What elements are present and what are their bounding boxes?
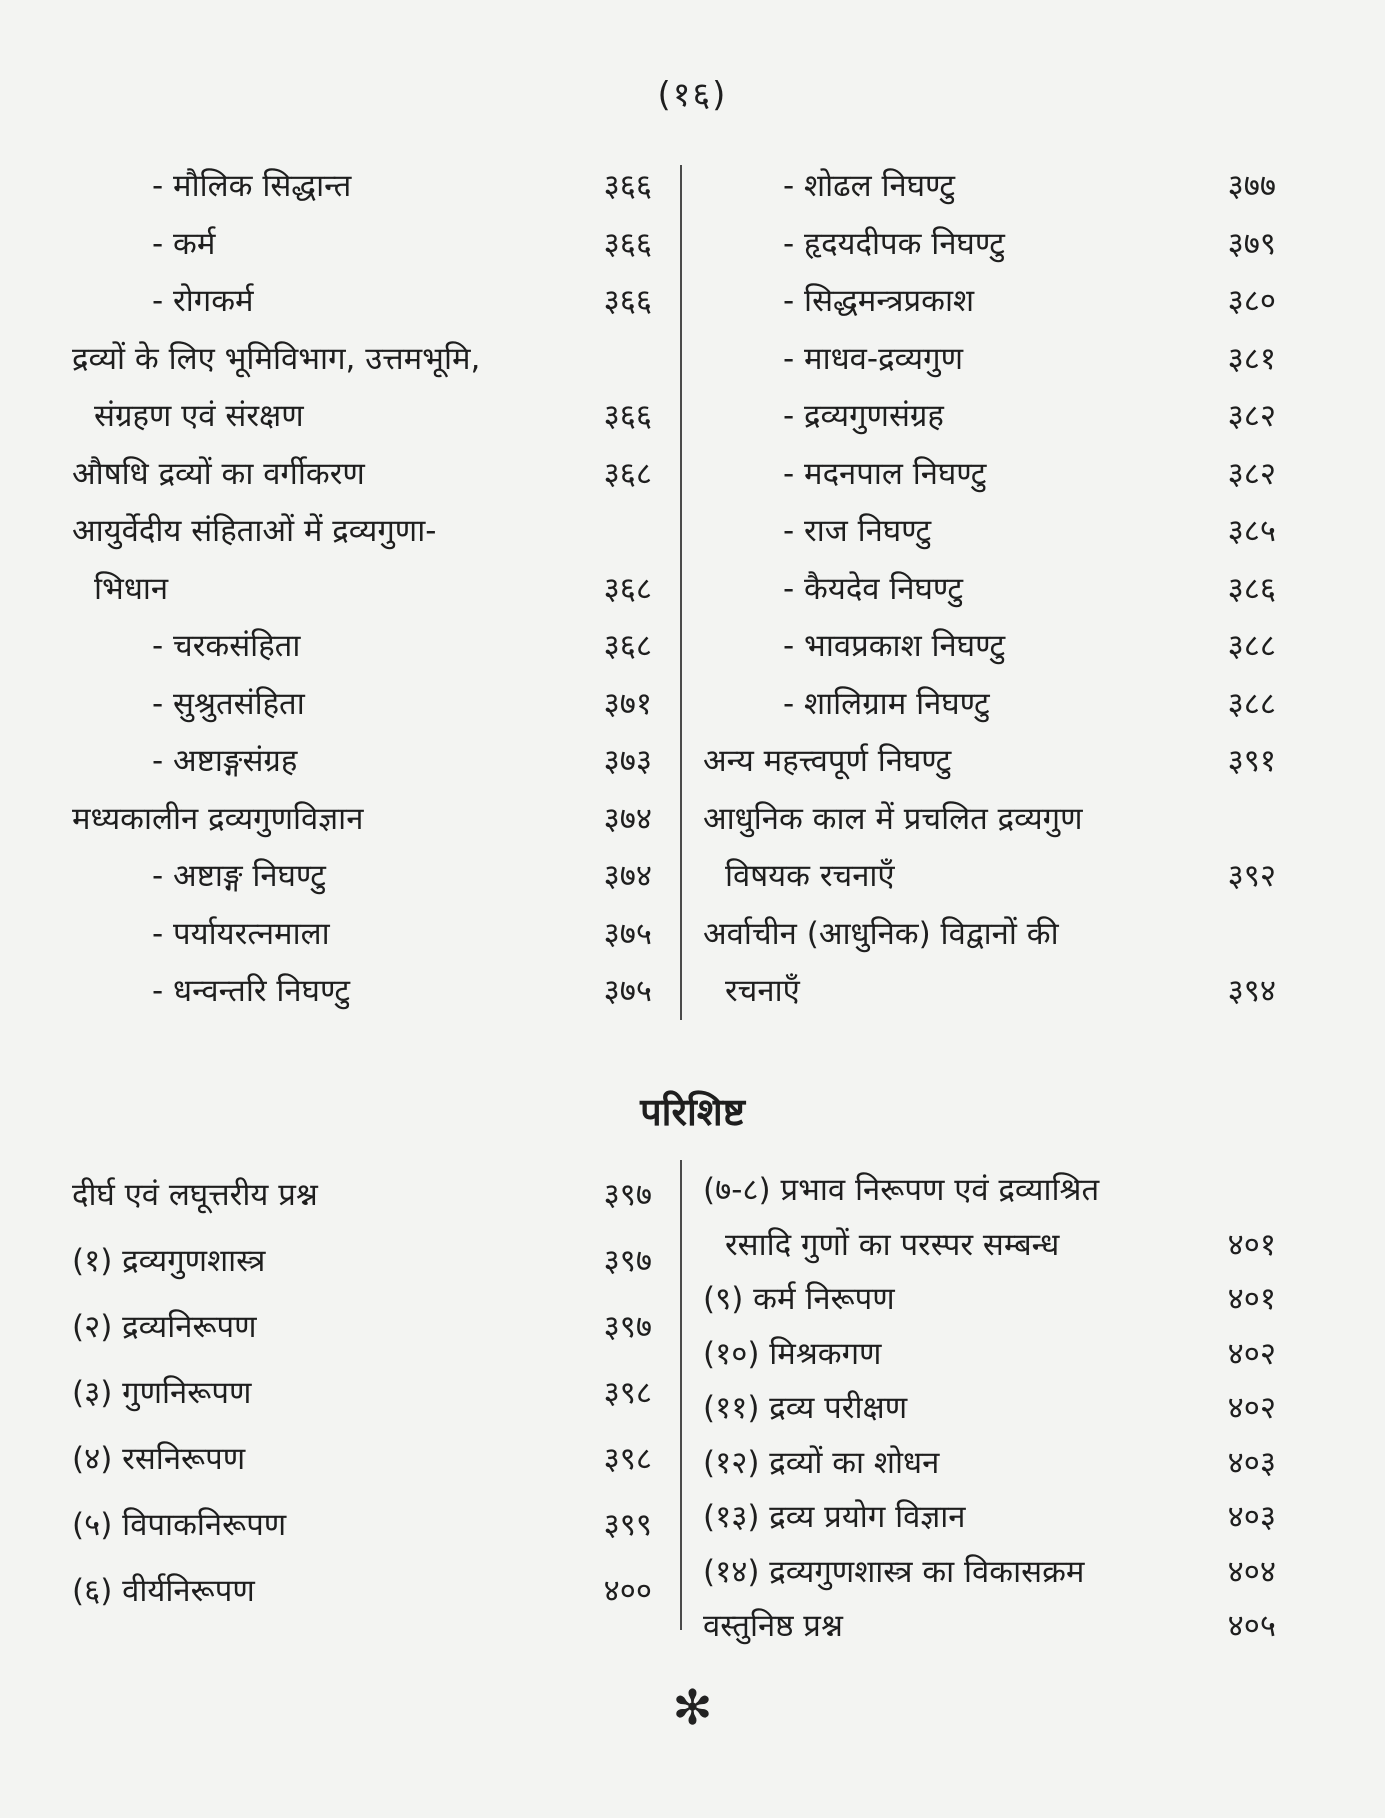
column-divider-lower bbox=[680, 1160, 682, 1630]
toc-entry bbox=[72, 216, 652, 274]
toc-entry-title: (५) विपाकनिरूपण bbox=[72, 1507, 287, 1543]
toc-entry bbox=[703, 1599, 1276, 1654]
toc-entry bbox=[72, 158, 652, 216]
toc-entry bbox=[72, 331, 652, 389]
toc-entry-page: ३८८ bbox=[1227, 685, 1276, 722]
toc-entry-page: ३८० bbox=[1227, 283, 1276, 319]
toc-entry-title: (२) द्रव्यनिरूपण bbox=[72, 1309, 257, 1345]
toc-entry bbox=[72, 906, 652, 964]
toc-entry-page: ३९७ bbox=[603, 1309, 652, 1345]
toc-entry bbox=[72, 1492, 652, 1558]
toc-entry-title: (१४) द्रव्यगुणशास्त्र का विकासक्रम bbox=[703, 1553, 1085, 1590]
toc-entry bbox=[703, 963, 1276, 1021]
toc-upper-left-column bbox=[72, 158, 652, 1021]
toc-entry-page: ३८८ bbox=[1227, 628, 1276, 664]
toc-entry-title: - कर्म bbox=[152, 225, 216, 262]
toc-entry bbox=[72, 388, 652, 446]
toc-entry bbox=[703, 733, 1276, 791]
toc-entry-page: ३६६ bbox=[603, 398, 652, 434]
toc-entry-page: ४०१ bbox=[1227, 1226, 1276, 1263]
toc-entry-title: (११) द्रव्य परीक्षण bbox=[703, 1390, 908, 1426]
toc-entry-title: अर्वाचीन (आधुनिक) विद्वानों की bbox=[703, 915, 1059, 952]
toc-entry-title: (१३) द्रव्य प्रयोग विज्ञान bbox=[703, 1499, 966, 1535]
toc-entry bbox=[703, 503, 1276, 561]
toc-entry-title: - अष्टाङ्गसंग्रह bbox=[152, 743, 298, 779]
toc-appendix-left-column bbox=[72, 1162, 652, 1624]
toc-entry-title: - रोगकर्म bbox=[152, 283, 254, 319]
toc-entry-title: दीर्घ एवं लघूत्तरीय प्रश्न bbox=[72, 1177, 318, 1213]
toc-entry-page: ४०५ bbox=[1227, 1608, 1276, 1644]
toc-entry bbox=[72, 503, 652, 561]
toc-entry-page: ३७५ bbox=[603, 915, 652, 952]
toc-entry-title: (३) गुणनिरूपण bbox=[72, 1375, 252, 1411]
toc-entry bbox=[703, 676, 1276, 734]
toc-entry-title: आयुर्वेदीय संहिताओं में द्रव्यगुणा- bbox=[72, 513, 437, 549]
toc-entry-title: विषयक रचनाएँ bbox=[725, 858, 895, 894]
toc-entry-title: औषधि द्रव्यों का वर्गीकरण bbox=[72, 455, 365, 492]
toc-entry-title: - भावप्रकाश निघण्टु bbox=[783, 628, 1006, 664]
toc-entry-page: ३६८ bbox=[603, 628, 652, 664]
toc-entry bbox=[703, 273, 1276, 331]
toc-entry-title: - अष्टाङ्ग निघण्टु bbox=[152, 858, 326, 894]
toc-entry bbox=[703, 1163, 1276, 1218]
toc-entry bbox=[703, 1218, 1276, 1273]
toc-entry-title: द्रव्यों के लिए भूमिविभाग, उत्तमभूमि, bbox=[72, 340, 481, 377]
toc-entry bbox=[703, 848, 1276, 906]
toc-entry-title: भिधान bbox=[94, 570, 169, 607]
appendix-heading: परिशिष्ट bbox=[640, 1090, 745, 1134]
toc-entry bbox=[72, 791, 652, 849]
toc-entry-page: ३७५ bbox=[603, 973, 652, 1009]
toc-entry-title: - शालिग्राम निघण्टु bbox=[783, 685, 990, 722]
toc-entry bbox=[72, 1162, 652, 1228]
toc-entry bbox=[72, 1558, 652, 1624]
toc-entry-title: - कैयदेव निघण्टु bbox=[783, 570, 963, 607]
toc-entry-page: ३७७ bbox=[1227, 168, 1276, 204]
toc-entry-page: ३६६ bbox=[603, 168, 652, 204]
toc-entry-title: - शोढल निघण्टु bbox=[783, 168, 956, 204]
toc-entry bbox=[703, 216, 1276, 274]
toc-entry-page: ३६८ bbox=[603, 570, 652, 607]
toc-entry bbox=[703, 1436, 1276, 1491]
toc-entry bbox=[703, 906, 1276, 964]
toc-entry-title: मध्यकालीन द्रव्यगुणविज्ञान bbox=[72, 800, 364, 837]
page-number: (१६) bbox=[657, 75, 728, 115]
toc-entry-page: ३९४ bbox=[1227, 973, 1276, 1009]
column-divider-upper bbox=[680, 165, 682, 1020]
toc-entry bbox=[703, 1490, 1276, 1545]
toc-entry-title: (६) वीर्यनिरूपण bbox=[72, 1573, 255, 1609]
toc-entry-title: (९) कर्म निरूपण bbox=[703, 1281, 895, 1317]
toc-entry bbox=[703, 618, 1276, 676]
toc-entry bbox=[703, 561, 1276, 619]
end-ornament: ✻ bbox=[672, 1680, 713, 1736]
toc-entry-title: - धन्वन्तरि निघण्टु bbox=[152, 973, 350, 1009]
toc-entry-page: ३६६ bbox=[603, 283, 652, 319]
toc-entry-page: ३८६ bbox=[1227, 570, 1276, 607]
toc-entry bbox=[72, 561, 652, 619]
toc-entry-title: (१०) मिश्रकगण bbox=[703, 1335, 882, 1372]
toc-entry-page: ३६८ bbox=[603, 455, 652, 492]
toc-entry bbox=[72, 848, 652, 906]
toc-entry bbox=[703, 331, 1276, 389]
toc-entry-title: - चरकसंहिता bbox=[152, 628, 301, 664]
toc-entry-title: - पर्यायरत्नमाला bbox=[152, 915, 330, 952]
toc-entry-title: - सिद्धमन्त्रप्रकाश bbox=[783, 283, 975, 319]
toc-entry-page: ४०२ bbox=[1227, 1335, 1276, 1372]
toc-entry bbox=[703, 1381, 1276, 1436]
toc-entry bbox=[72, 273, 652, 331]
toc-entry-title: - द्रव्यगुणसंग्रह bbox=[783, 398, 944, 434]
toc-entry-page: ४०३ bbox=[1227, 1444, 1276, 1481]
toc-entry-title: अन्य महत्त्वपूर्ण निघण्टु bbox=[703, 743, 952, 779]
toc-entry bbox=[72, 1228, 652, 1294]
toc-entry-page: ३९८ bbox=[603, 1441, 652, 1477]
toc-entry-title: आधुनिक काल में प्रचलित द्रव्यगुण bbox=[703, 800, 1083, 837]
toc-entry-page: ३९७ bbox=[603, 1177, 652, 1213]
toc-entry bbox=[703, 1327, 1276, 1382]
toc-entry-page: ३८२ bbox=[1227, 455, 1276, 492]
toc-entry-page: ३८१ bbox=[1227, 340, 1276, 377]
toc-entry bbox=[72, 1426, 652, 1492]
toc-entry bbox=[703, 388, 1276, 446]
toc-entry-page: ३९७ bbox=[603, 1243, 652, 1279]
toc-entry bbox=[703, 1545, 1276, 1600]
toc-entry-title: - मदनपाल निघण्टु bbox=[783, 455, 987, 492]
toc-entry-page: ३९९ bbox=[603, 1507, 652, 1543]
toc-entry bbox=[72, 733, 652, 791]
toc-entry-title: रचनाएँ bbox=[725, 973, 800, 1009]
toc-entry-page: ३९२ bbox=[1227, 858, 1276, 894]
toc-entry bbox=[72, 1294, 652, 1360]
toc-entry bbox=[72, 1360, 652, 1426]
toc-entry-page: ३८२ bbox=[1227, 398, 1276, 434]
toc-entry-title: (१) द्रव्यगुणशास्त्र bbox=[72, 1243, 266, 1279]
toc-entry-title: संग्रहण एवं संरक्षण bbox=[94, 398, 304, 434]
toc-entry-title: - सुश्रुतसंहिता bbox=[152, 685, 305, 722]
toc-entry-page: ४०३ bbox=[1227, 1499, 1276, 1535]
toc-entry-page: ३७१ bbox=[603, 685, 652, 722]
toc-appendix-right-column bbox=[703, 1163, 1276, 1654]
toc-entry-page: ४०१ bbox=[1227, 1281, 1276, 1317]
toc-entry-page: ३६६ bbox=[603, 225, 652, 262]
toc-entry-title: - हृदयदीपक निघण्टु bbox=[783, 225, 1005, 262]
toc-entry bbox=[72, 676, 652, 734]
toc-entry-title: - माधव-द्रव्यगुण bbox=[783, 340, 964, 377]
toc-entry-page: ३९८ bbox=[603, 1375, 652, 1411]
toc-entry-page: ३८५ bbox=[1227, 513, 1276, 549]
toc-entry bbox=[703, 158, 1276, 216]
toc-entry-page: ३९१ bbox=[1227, 743, 1276, 779]
toc-entry-title: वस्तुनिष्ठ प्रश्न bbox=[703, 1608, 843, 1644]
toc-entry-title: - मौलिक सिद्धान्त bbox=[152, 168, 352, 204]
toc-entry-page: ३७९ bbox=[1227, 225, 1276, 262]
toc-entry-page: ३७४ bbox=[603, 858, 652, 894]
toc-entry-title: (४) रसनिरूपण bbox=[72, 1441, 246, 1477]
toc-entry bbox=[703, 791, 1276, 849]
toc-entry-page: ४०० bbox=[603, 1573, 652, 1609]
toc-entry bbox=[72, 963, 652, 1021]
toc-entry bbox=[703, 1272, 1276, 1327]
toc-upper-right-column bbox=[703, 158, 1276, 1021]
toc-entry bbox=[72, 446, 652, 504]
toc-entry bbox=[72, 618, 652, 676]
toc-entry bbox=[703, 446, 1276, 504]
toc-entry-title: - राज निघण्टु bbox=[783, 513, 932, 549]
toc-entry-page: ३७४ bbox=[603, 800, 652, 837]
toc-entry-title: (७-८) प्रभाव निरूपण एवं द्रव्याश्रित bbox=[703, 1172, 1100, 1208]
toc-entry-page: ४०२ bbox=[1227, 1390, 1276, 1426]
toc-entry-title: (१२) द्रव्यों का शोधन bbox=[703, 1444, 940, 1481]
toc-entry-title: रसादि गुणों का परस्पर सम्बन्ध bbox=[725, 1226, 1060, 1263]
toc-entry-page: ३७३ bbox=[603, 743, 652, 779]
toc-entry-page: ४०४ bbox=[1227, 1553, 1276, 1590]
